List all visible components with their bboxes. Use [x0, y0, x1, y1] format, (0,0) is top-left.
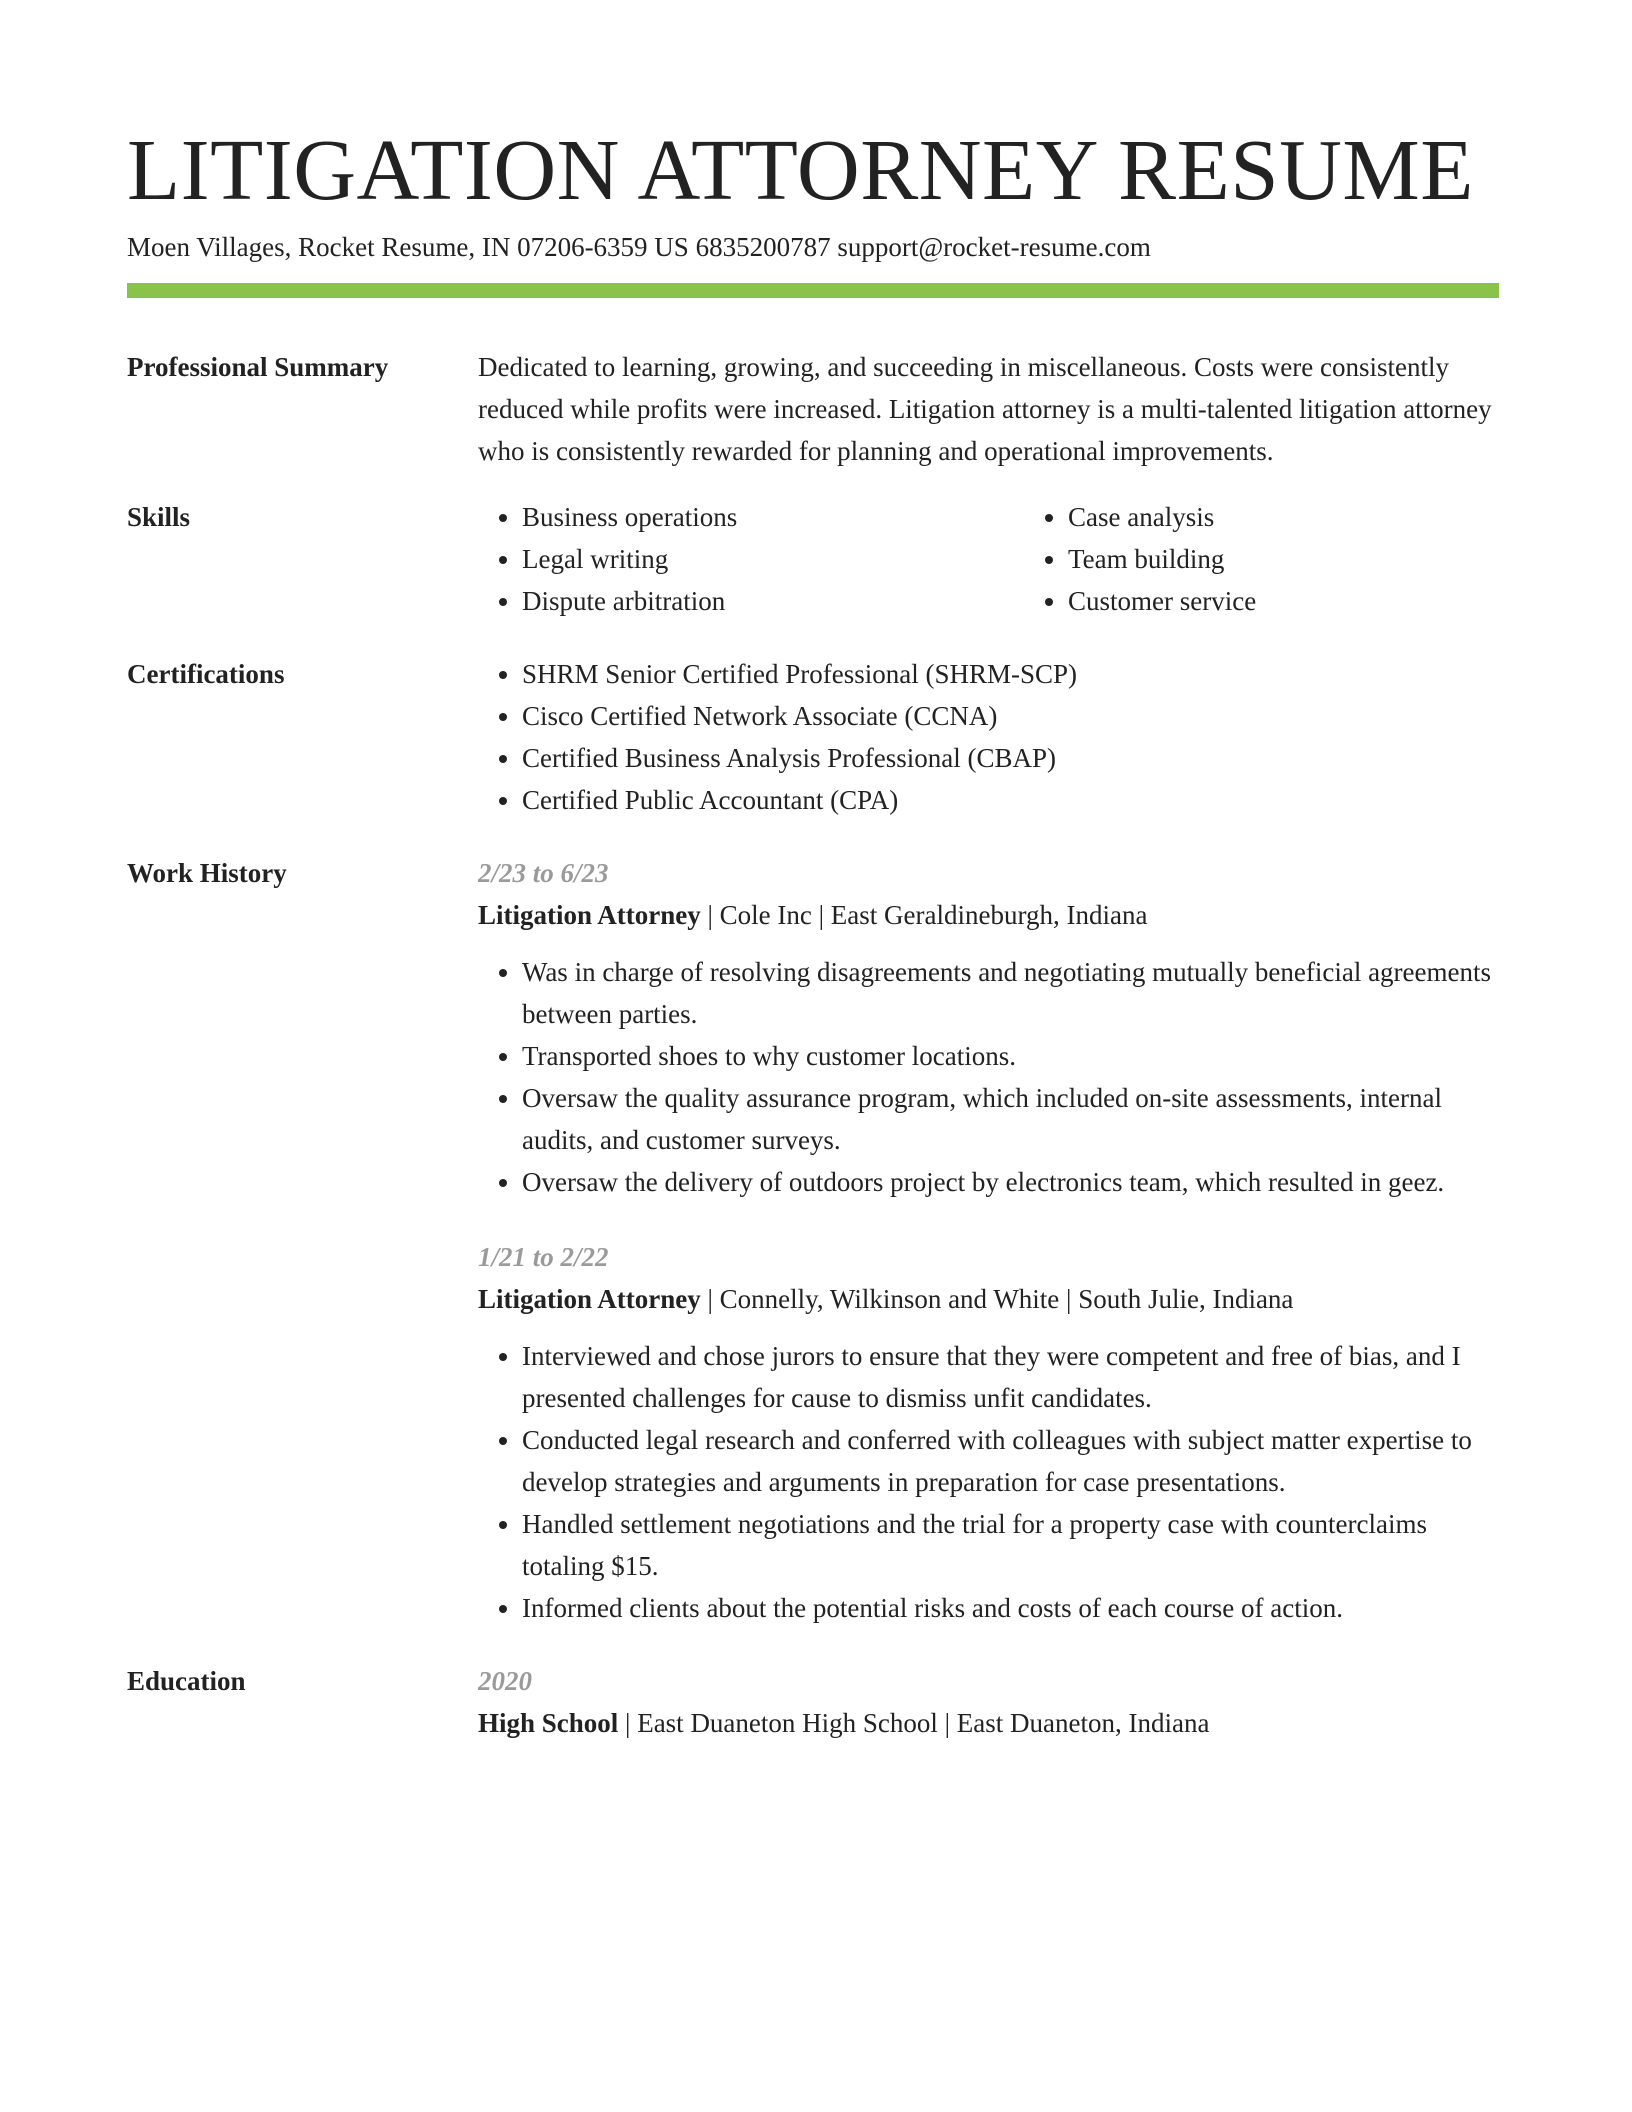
job-bullet: • Handled settlement negotiations and the trial for a property case with counterclaims totaling $15.: [522, 1503, 1499, 1587]
skills-column-1: [478, 496, 1024, 622]
skills-section: [127, 496, 1499, 622]
skill-item: • Dispute arbitration: [522, 580, 1024, 622]
skill-item: • Team building: [1068, 538, 1570, 580]
education-label: Education: [127, 1666, 246, 1696]
job-title-line: [478, 894, 1499, 936]
skills-label: Skills: [127, 502, 191, 532]
job-details: | Cole Inc | East Geraldineburgh, Indiana: [700, 900, 1148, 930]
job-bullet: • Conducted legal research and conferred with colleagues with subject matter expertise to develop strategies and arguments in preparation for case presentations.: [522, 1419, 1499, 1503]
job-entry: [478, 852, 1499, 1203]
job-role: Litigation Attorney: [478, 900, 701, 930]
summary-label: Professional Summary: [127, 352, 389, 382]
certification-item: • Certified Public Accountant (CPA): [522, 779, 1499, 821]
certification-item: • SHRM Senior Certified Professional (SHRM-SCP): [522, 653, 1499, 695]
job-bullets: [478, 1335, 1499, 1629]
job-dates: 2/23 to 6/23: [478, 858, 609, 888]
certification-item: • Certified Business Analysis Professional (CBAP): [522, 737, 1499, 779]
contact-line: Moen Villages, Rocket Resume, IN 07206-6359 US 6835200787 support@rocket-resume.com: [127, 232, 1151, 262]
education-details: | East Duaneton High School | East Duaneton, Indiana: [618, 1708, 1210, 1738]
certifications-label: Certifications: [127, 659, 285, 689]
job-bullet: • Oversaw the delivery of outdoors project by electronics team, which resulted in geez.: [522, 1161, 1499, 1203]
skill-item: • Business operations: [522, 496, 1024, 538]
job-bullet: • Was in charge of resolving disagreements and negotiating mutually beneficial agreements between parties.: [522, 951, 1499, 1035]
job-title-line: [478, 1278, 1499, 1320]
education-section: [127, 1660, 1499, 1744]
job-bullets: [478, 951, 1499, 1203]
job-bullet: • Oversaw the quality assurance program, which included on-site assessments, internal audits, and customer surveys.: [522, 1077, 1499, 1161]
job-role: Litigation Attorney: [478, 1284, 701, 1314]
header-divider: [127, 283, 1499, 298]
summary-section: [127, 346, 1499, 472]
skill-item: • Legal writing: [522, 538, 1024, 580]
work-history-label: Work History: [127, 858, 287, 888]
work-history-section: [127, 852, 1499, 1629]
job-dates: 1/21 to 2/22: [478, 1242, 609, 1272]
certifications-section: [127, 653, 1499, 821]
job-bullet: • Interviewed and chose jurors to ensure that they were competent and free of bias, and I presented challenges for cause to dismiss unfit candidates.: [522, 1335, 1499, 1419]
job-bullet: • Transported shoes to why customer locations.: [522, 1035, 1499, 1077]
summary-text: Dedicated to learning, growing, and succeeding in miscellaneous. Costs were consistently reduced while profits were increased. Litigation attorney is a multi-talented litigation attorney who is consistently rewarded for planning and operational improvements.: [478, 352, 1492, 466]
certifications-list: [478, 653, 1499, 821]
job-details: | Connelly, Wilkinson and White | South Julie, Indiana: [700, 1284, 1294, 1314]
certification-item: • Cisco Certified Network Associate (CCNA): [522, 695, 1499, 737]
education-degree: High School: [478, 1708, 619, 1738]
education-line: [478, 1702, 1499, 1744]
job-entry: [478, 1236, 1499, 1629]
job-bullet: • Informed clients about the potential risks and costs of each course of action.: [522, 1587, 1499, 1629]
skill-item: • Customer service: [1068, 580, 1570, 622]
skills-column-2: [1024, 496, 1570, 622]
skills-grid: [478, 496, 1570, 622]
education-dates: 2020: [478, 1666, 532, 1696]
resume-page: [127, 120, 1499, 1744]
skill-item: • Case analysis: [1068, 496, 1570, 538]
resume-title: LITIGATION ATTORNEY RESUME: [127, 121, 1474, 218]
